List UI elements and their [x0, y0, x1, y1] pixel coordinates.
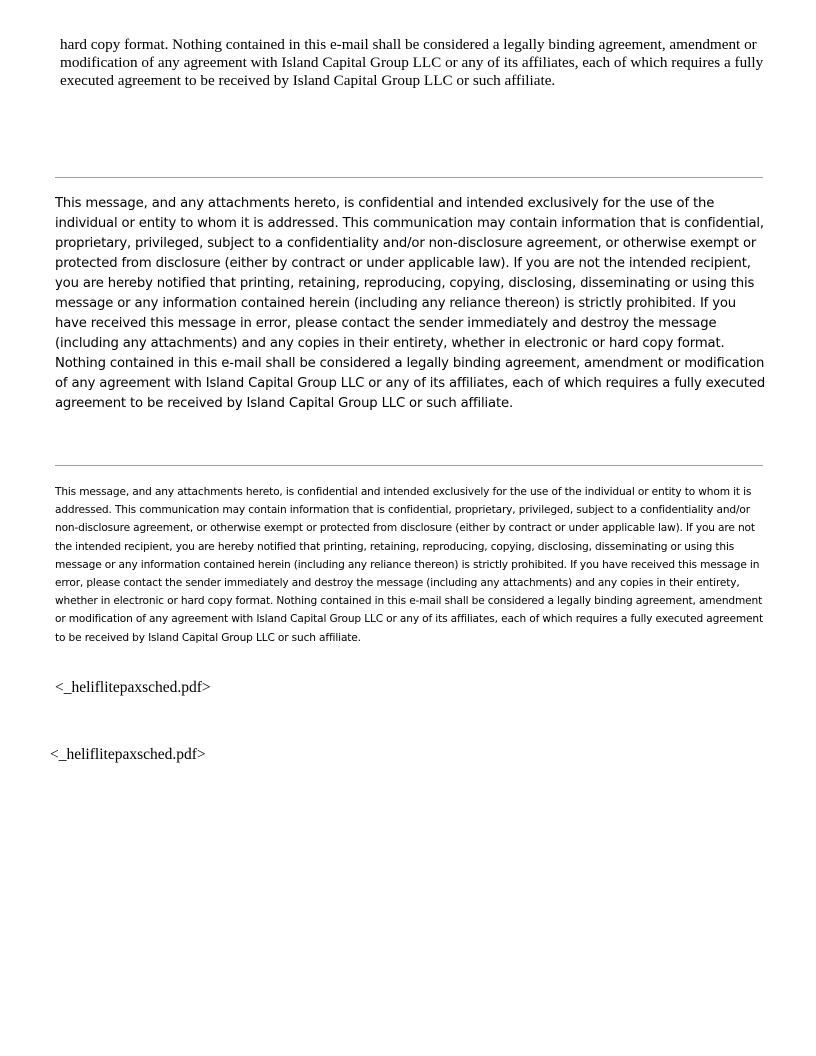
attachment-link[interactable]: <_heliflitepaxsched.pdf> — [55, 679, 211, 696]
divider-rule — [55, 177, 763, 178]
confidentiality-disclaimer-small: This message, and any attachments hereto, is confidential and intended exclusively for the use of the individual or entity to whom it is addressed. This communication may contain information that is confidential, proprietary, privileged, subject to a confidentiality and/or non-disclosure agreement, or otherwise exempt or protected from disclosure (either by contract or under applicable law). If you are not the intended recipient, you are hereby notified that printing, retaining, reproducing, copying, disclosing, disseminating or using this message or any information contained herein (including any reliance thereon) is strictly prohibited. If you have received this message in error, please contact the sender immediately and destroy the message (including any attachments) and any copies in their entirety, whether in electronic or hard copy format. Nothing contained in this e-mail shall be considered a legally binding agreement, amendment or modification of any agreement with Island Capital Group LLC or any of its affiliates, each of which requires a fully executed agreement to be received by Island Capital Group LLC or such affiliate. — [55, 486, 763, 644]
confidentiality-disclaimer-large: This message, and any attachments hereto, is confidential and intended exclusively for the use of the individual or entity to whom it is addressed. This communication may contain information that is confidential, proprietary, privileged, subject to a confidentiality and/or non-disclosure agreement, or otherwise exempt or protected from disclosure (either by contract or under applicable law). If you are not the intended recipient, you are hereby notified that printing, retaining, reproducing, copying, disclosing, disseminating or using this message or any information contained herein (including any reliance thereon) is strictly prohibited. If you have received this message in error, please contact the sender immediately and destroy the message (including any attachments) and any copies in their entirety, whether in electronic or hard copy format. Nothing contained in this e-mail shall be considered a legally binding agreement, amendment or modification of any agreement with Island Capital Group LLC or any of its affiliates, each of which requires a fully executed agreement to be received by Island Capital Group LLC or such affiliate. — [55, 196, 766, 411]
disclaimer-fragment-top: hard copy format. Nothing contained in this e-mail shall be considered a legally binding agreement, amendment or modification of any agreement with Island Capital Group LLC or any of its affiliates, each of which requires a fully executed agreement to be received by Island Capital Group LLC or such affiliate. — [60, 36, 764, 89]
divider-rule — [55, 465, 763, 466]
attachment-link[interactable]: <_heliflitepaxsched.pdf> — [50, 746, 206, 763]
